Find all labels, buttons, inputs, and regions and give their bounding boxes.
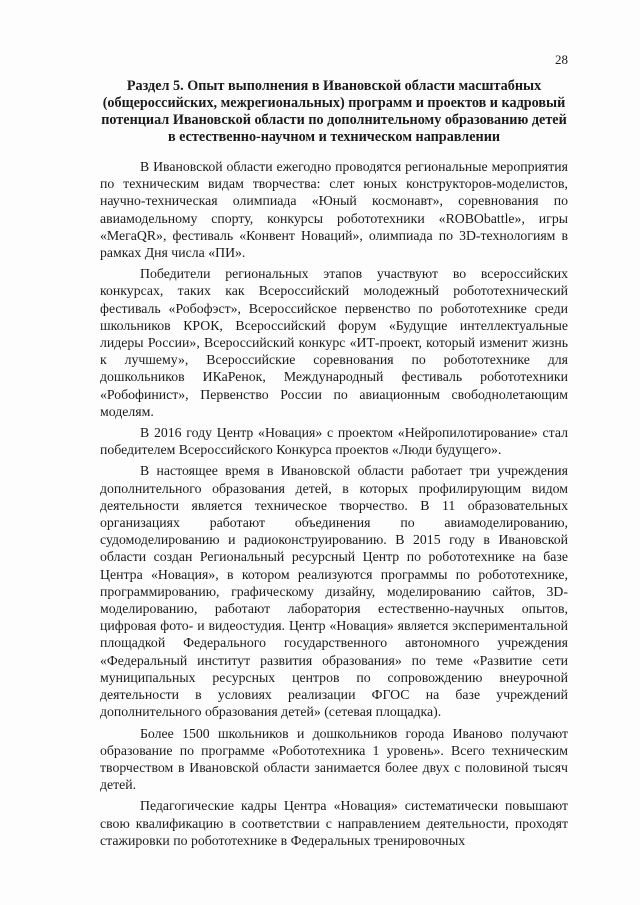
paragraph-teaching-staff: Педагогические кадры Центра «Новация» систематически повышают свою квалификацию в соответствии с направлением деятельности, проходят стажировки по робототехнике в Федеральных тренировочных: [100, 798, 568, 848]
paragraph-students-count: Более 1500 школьников и дошкольников города Иваново получают образование по программе «Робототехника 1 уровень». Всего техническим творчеством в Ивановской области занимается более двух с половиной тысяч детей.: [100, 725, 568, 793]
paragraph-regional-events: В Ивановской области ежегодно проводятся региональные мероприятия по техническим видам творчества: слет юных конструкторов-моделистов, научно-техническая олимпиада «Юный космонавт», соревнования по авиамодельному спорту, конкурсы робототехники «ROBObattle», игры «МегаQR», фестиваль «Конвент Новаций», олимпиада по 3D-технологиям в рамках Дня числа «ПИ».: [100, 159, 568, 261]
body-text: [100, 158, 568, 853]
paragraph-novatsiya-2016: В 2016 году Центр «Новация» с проектом «Нейропилотирование» стал победителем Всероссийского Конкурса проектов «Люди будущего».: [100, 425, 568, 458]
page-number: 28: [555, 52, 568, 67]
section-heading: Раздел 5. Опыт выполнения в Ивановской области масштабных (общероссийских, межрегиональных) программ и проектов и кадровый потенциал Ивановской области по дополнительному образованию детей в естественно-научном и техническом направлении: [101, 78, 567, 145]
paragraph-institutions: В настоящее время в Ивановской области работает три учреждения дополнительного образования детей, в которых профилирующим видом деятельности является техническое творчество. В 11 образовательных организациях работают объединения по авиамоделированию, судомоделированию и радиоконструированию. В 2015 году в Ивановской области создан Региональный ресурсный Центр по робототехнике на базе Центра «Новация», в котором реализуются программы по робототехнике, программированию, графическому дизайну, моделированию сайтов, 3D-моделированию, работают лаборатория естественно-научных опытов, цифровая фото- и видеостудия. Центр «Новация» является экспериментальной площадкой Федерального государственного автономного учреждения «Федеральный институт развития образования» по теме «Развитие сети муниципальных ресурсных центров по сопровождению внеурочной деятельности в условиях реализации ФГОС на базе учреждений дополнительного образования детей» (сетевая площадка).: [100, 463, 568, 720]
paragraph-competition-winners: Победители региональных этапов участвуют во всероссийских конкурсах, таких как Всероссийский молодежный робототехнический фестиваль «Робофэст», Всероссийское первенство по робототехнике среди школьников КРОК, Всероссийский форум «Будущие интеллектуальные лидеры России», Всероссийский конкурс «ИТ-проект, который изменит жизнь к лучшему», Всероссийские соревнования по робототехнике для дошкольников ИКаРенок, Международный фестиваль робототехники «Робофинист», Первенство России по авиационным свободнолетающим моделям.: [100, 266, 568, 419]
